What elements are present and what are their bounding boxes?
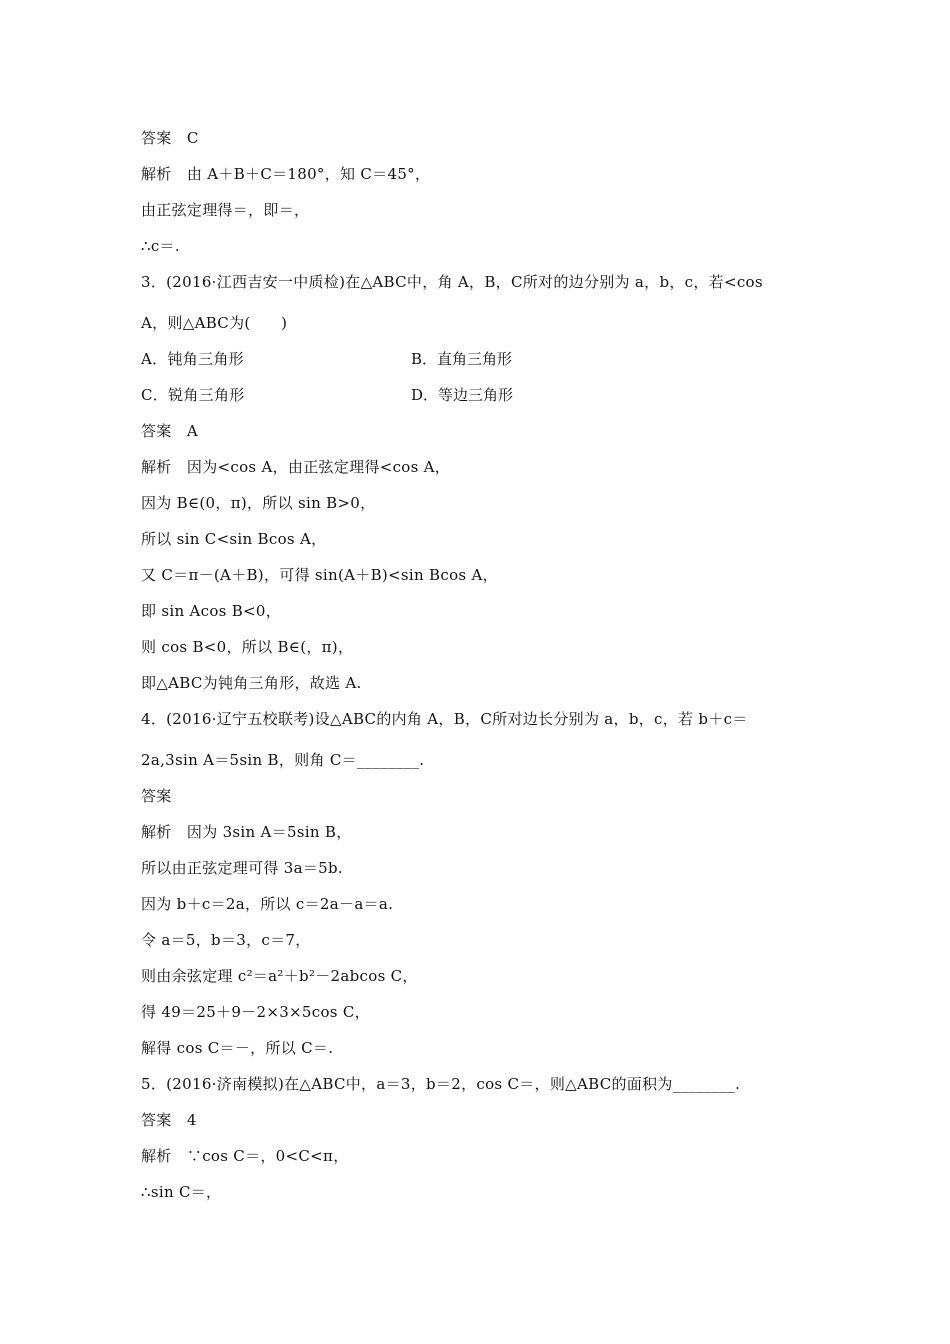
- question-4-line-1: 4．(2016·辽宁五校联考)设△ABC的内角 A，B，C所对边长分别为 a，b，c，若 b＋c＝: [141, 710, 748, 728]
- solution-4-line-2: 所以由正弦定理可得 3a＝5b.: [141, 859, 343, 877]
- answer-5: 答案 4: [141, 1111, 197, 1129]
- solution-4-line-5: 则由余弦定理 c²＝a²＋b²－2abcos C，: [141, 967, 418, 985]
- option-3-b: B．直角三角形: [411, 350, 513, 368]
- solution-4-line-3: 因为 b＋c＝2a，所以 c＝2a－a＝a.: [141, 895, 394, 913]
- answer-3: 答案 A: [141, 422, 199, 440]
- solution-3-line-5: 即 sin Acos B<0，: [141, 602, 282, 620]
- solution-5-line-2: ∴sin C＝，: [141, 1183, 222, 1201]
- option-3-c: C．锐角三角形: [141, 386, 245, 404]
- solution-5-line-1: 解析 ∵cos C＝，0<C<π，: [141, 1147, 349, 1165]
- solution-3-line-6: 则 cos B<0，所以 B∈(，π)，: [141, 638, 354, 656]
- question-5: 5．(2016·济南模拟)在△ABC中，a＝3，b＝2，cos C＝，则△ABC的面积为________.: [141, 1075, 741, 1093]
- solution-4-line-6: 得 49＝25＋9－2×3×5cos C，: [141, 1003, 370, 1021]
- solution-3-line-1: 解析 因为<cos A，由正弦定理得<cos A，: [141, 458, 451, 476]
- question-3-line-1: 3．(2016·江西吉安一中质检)在△ABC中，角 A，B，C所对的边分别为 a，b，c，若<cos: [141, 273, 763, 291]
- option-3-d: D．等边三角形: [411, 386, 514, 404]
- answer-2: 答案 C: [141, 129, 199, 147]
- solution-4-line-1: 解析 因为 3sin A＝5sin B，: [141, 823, 352, 841]
- solution-4-line-7: 解得 cos C＝－，所以 C＝.: [141, 1039, 334, 1057]
- solution-2-line-3: ∴c＝.: [141, 237, 180, 255]
- option-3-a: A．钝角三角形: [141, 350, 244, 368]
- solution-2-line-2: 由正弦定理得＝，即＝，: [141, 201, 310, 219]
- answer-4: 答案: [141, 787, 172, 805]
- solution-3-line-4: 又 C＝π－(A＋B)，可得 sin(A＋B)<sin Bcos A，: [141, 566, 498, 584]
- solution-4-line-4: 令 a＝5，b＝3，c＝7，: [141, 931, 311, 949]
- solution-3-line-7: 即△ABC为钝角三角形，故选 A.: [141, 674, 362, 692]
- solution-3-line-2: 因为 B∈(0，π)，所以 sin B>0，: [141, 494, 376, 512]
- question-4-line-2: 2a,3sin A＝5sin B，则角 C＝________.: [141, 751, 425, 769]
- question-3-line-2: A，则△ABC为( ): [141, 314, 288, 332]
- solution-2-line-1: 解析 由 A＋B＋C＝180°，知 C＝45°，: [141, 165, 431, 183]
- solution-3-line-3: 所以 sin C<sin Bcos A，: [141, 530, 327, 548]
